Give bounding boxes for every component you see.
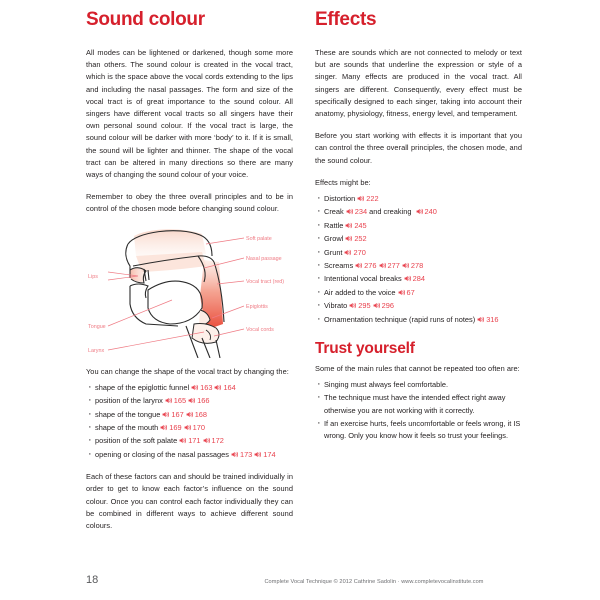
- diagram-label-lips: Lips: [88, 273, 98, 280]
- speaker-icon[interactable]: [398, 289, 406, 296]
- diagram-label-soft-palate: Soft palate: [246, 235, 272, 242]
- speaker-icon[interactable]: [345, 235, 353, 242]
- audio-track-number[interactable]: 173: [239, 449, 253, 459]
- paragraph-trust-intro: Some of the main rules that cannot be repeated too often are:: [315, 364, 520, 374]
- list-item: [315, 300, 522, 312]
- left-column: [86, 10, 293, 542]
- paragraph-sound-colour-1: All modes can be lightened or darkened, though some more than others. The sound colour is created in the vocal tract, which is the space above the vocal cords extending to the lips and including the nasal passages. The form and size of the vocal tract is of great importance to the sound colour. All singers have different vocal tracts so all singers have their own personal sound colour. If the vocal tract is large, the sound colour will be darker with more ‘body’ to it. If it is small, the sound will be lighter and thinner. The shape of the vocal tract can be altered in many directions so there are many ways of changing the sound colour of your voice.: [86, 47, 293, 179]
- page-number: 18: [86, 574, 99, 586]
- audio-track-number[interactable]: 169: [169, 422, 182, 432]
- list-item-label: Screams: [324, 260, 354, 270]
- vocal-tract-diagram: [86, 226, 293, 358]
- diagram-label-tongue: Tongue: [88, 323, 106, 330]
- list-item: [315, 206, 522, 218]
- speaker-icon[interactable]: [165, 397, 173, 404]
- speaker-icon[interactable]: [162, 411, 170, 418]
- list-item-label: Intentional vocal breaks: [324, 274, 402, 284]
- list-item: [315, 247, 522, 259]
- paragraph-effects-1: These are sounds which are not connected to melody or text but are sounds that underline the expression or style of a singer. Many effects are produced in the vocal tract. All singers are different. Consequently, every effect must be specifically designed to each singer, taking into account their anatomy, physiology, fitness, energy level, and temperament.: [315, 47, 522, 118]
- speaker-icon[interactable]: [184, 424, 192, 431]
- page-title-sound-colour: Sound colour: [86, 9, 205, 30]
- audio-track-number[interactable]: 270: [353, 247, 366, 257]
- paragraph-effects-intro: Effects might be:: [315, 177, 371, 187]
- list-item: [86, 422, 293, 434]
- list-item: [315, 260, 522, 272]
- list-item-label: Ornamentation technique (rapid runs of notes): [324, 314, 476, 324]
- list-item-label: position of the larynx: [95, 396, 163, 406]
- speaker-icon[interactable]: [379, 262, 387, 269]
- list-item-label: Rattle: [324, 220, 344, 230]
- audio-track-number[interactable]: 240: [424, 207, 437, 217]
- speaker-icon[interactable]: [191, 384, 199, 391]
- paragraph-change-shape-intro: You can change the shape of the vocal tract by changing the:: [86, 366, 289, 376]
- page-title-effects: Effects: [315, 9, 377, 30]
- two-column-layout: [86, 10, 522, 542]
- speaker-icon[interactable]: [345, 222, 353, 229]
- speaker-icon[interactable]: [160, 424, 168, 431]
- speaker-icon[interactable]: [346, 208, 354, 215]
- speaker-icon[interactable]: [402, 262, 410, 269]
- page-footer: [86, 574, 522, 586]
- speaker-icon[interactable]: [344, 249, 352, 256]
- audio-track-number[interactable]: 222: [366, 193, 379, 203]
- audio-track-number[interactable]: 245: [354, 220, 367, 230]
- list-item: [315, 314, 522, 326]
- right-column: [315, 10, 522, 542]
- audio-track-number[interactable]: 284: [412, 274, 425, 284]
- audio-track-number[interactable]: 171: [188, 436, 201, 446]
- diagram-label-epiglottis: Epiglottis: [246, 303, 268, 310]
- list-item: · Singing must always feel comfortable.: [315, 379, 522, 391]
- list-item: [315, 273, 522, 285]
- face-front-outline: [126, 244, 130, 278]
- audio-track-number[interactable]: 170: [192, 422, 205, 432]
- paragraph-sound-colour-2: Remember to obey the three overall principles and to be in control of the chosen mode before changing sound colour.: [86, 192, 293, 214]
- list-item-label: shape of the epiglottic funnel: [95, 382, 190, 392]
- audio-track-number[interactable]: 165: [173, 396, 187, 406]
- list-item-label-secondary: and creaking: [367, 207, 414, 217]
- list-item-label: Air added to the voice: [324, 287, 396, 297]
- audio-track-number[interactable]: 276: [364, 260, 377, 270]
- list-item: [86, 409, 293, 421]
- speaker-icon[interactable]: [416, 208, 424, 215]
- speaker-icon[interactable]: [186, 411, 194, 418]
- diagram-label-vocal-tract: Vocal tract (red): [246, 278, 285, 285]
- jaw-outline: [130, 286, 178, 326]
- audio-track-number[interactable]: 67: [406, 287, 415, 297]
- list-item-label: Grunt: [324, 247, 343, 257]
- list-item: · The technique must have the intended effect right away otherwise you are not working with it correctly.: [315, 392, 522, 416]
- section-title-trust-yourself: Trust yourself: [315, 339, 415, 357]
- speaker-icon[interactable]: [404, 275, 412, 282]
- list-item: · If an exercise hurts, feels uncomfortable or feels wrong, it IS wrong. Only you know how it feels so trust your feelings.: [315, 418, 522, 442]
- diagram-label-vocal-cords: Vocal cords: [246, 326, 274, 333]
- list-item: [315, 287, 522, 299]
- speaker-icon[interactable]: [231, 451, 239, 458]
- audio-track-number[interactable]: 252: [354, 234, 367, 244]
- speaker-icon[interactable]: [357, 195, 365, 202]
- leader-soft-palate: [206, 238, 244, 244]
- audio-track-number[interactable]: 234: [354, 207, 368, 217]
- speaker-icon[interactable]: [355, 262, 363, 269]
- audio-track-number[interactable]: 174: [263, 449, 276, 459]
- leader-vocal-tract: [217, 281, 244, 284]
- audio-track-number[interactable]: 277: [387, 260, 400, 270]
- audio-track-number[interactable]: 172: [211, 436, 224, 446]
- audio-track-number[interactable]: 316: [486, 314, 499, 324]
- factors-list: [86, 382, 293, 461]
- list-item-label: Growl: [324, 234, 344, 244]
- list-item-label: Creak: [324, 207, 344, 217]
- list-item: [315, 233, 522, 245]
- tongue-outline: [148, 281, 202, 324]
- speaker-icon[interactable]: [477, 316, 485, 323]
- audio-track-number[interactable]: 168: [194, 409, 208, 419]
- audio-track-number[interactable]: 166: [197, 396, 210, 406]
- effects-list: [315, 193, 522, 326]
- list-item: [86, 435, 293, 447]
- list-item-label: shape of the tongue: [95, 409, 161, 419]
- speaker-icon[interactable]: [203, 437, 211, 444]
- paragraph-factors-closing: Each of these factors can and should be trained individually in order to get to know each factor’s influence on the sound colour. Once you can control each factor individually they can be combined in different ways to achieve different sound colours.: [86, 472, 293, 530]
- paragraph-effects-2: Before you start working with effects it is important that you can control the three overall principles, the chosen mode, and the sound colour.: [315, 131, 522, 165]
- list-item: [86, 382, 293, 394]
- list-item: [315, 220, 522, 232]
- leader-larynx: [108, 332, 204, 350]
- audio-track-number[interactable]: 164: [223, 382, 236, 392]
- audio-track-number[interactable]: 167: [171, 409, 184, 419]
- speaker-icon[interactable]: [179, 437, 187, 444]
- list-item-label: Distortion: [324, 193, 356, 203]
- vocal-tract-illustration: [86, 226, 293, 358]
- audio-track-number[interactable]: 278: [410, 260, 424, 270]
- footer-credit: Complete Vocal Technique © 2012 Cathrine Sadolin · www.completevocalinstitute.com: [264, 579, 484, 585]
- list-item-label: shape of the mouth: [95, 422, 159, 432]
- list-item: [86, 449, 293, 461]
- speaker-icon[interactable]: [349, 302, 357, 309]
- list-item-label: Vibrato: [324, 301, 348, 311]
- speaker-icon[interactable]: [188, 397, 196, 404]
- diagram-label-larynx: Larynx: [88, 347, 105, 354]
- list-item: [86, 395, 293, 407]
- speaker-icon[interactable]: [373, 302, 381, 309]
- speaker-icon[interactable]: [214, 384, 222, 391]
- audio-track-number[interactable]: 295: [358, 301, 371, 311]
- list-item-label: opening or closing of the nasal passages: [95, 449, 229, 459]
- list-item: [315, 193, 522, 205]
- trust-rules-list: [315, 379, 522, 442]
- lower-lip-outline: [130, 284, 148, 298]
- list-item-label: position of the soft palate: [95, 436, 178, 446]
- audio-track-number[interactable]: 163: [200, 382, 213, 392]
- audio-track-number[interactable]: 296: [381, 301, 394, 311]
- speaker-icon[interactable]: [254, 451, 262, 458]
- diagram-label-nasal-passage: Nasal passage: [246, 255, 282, 262]
